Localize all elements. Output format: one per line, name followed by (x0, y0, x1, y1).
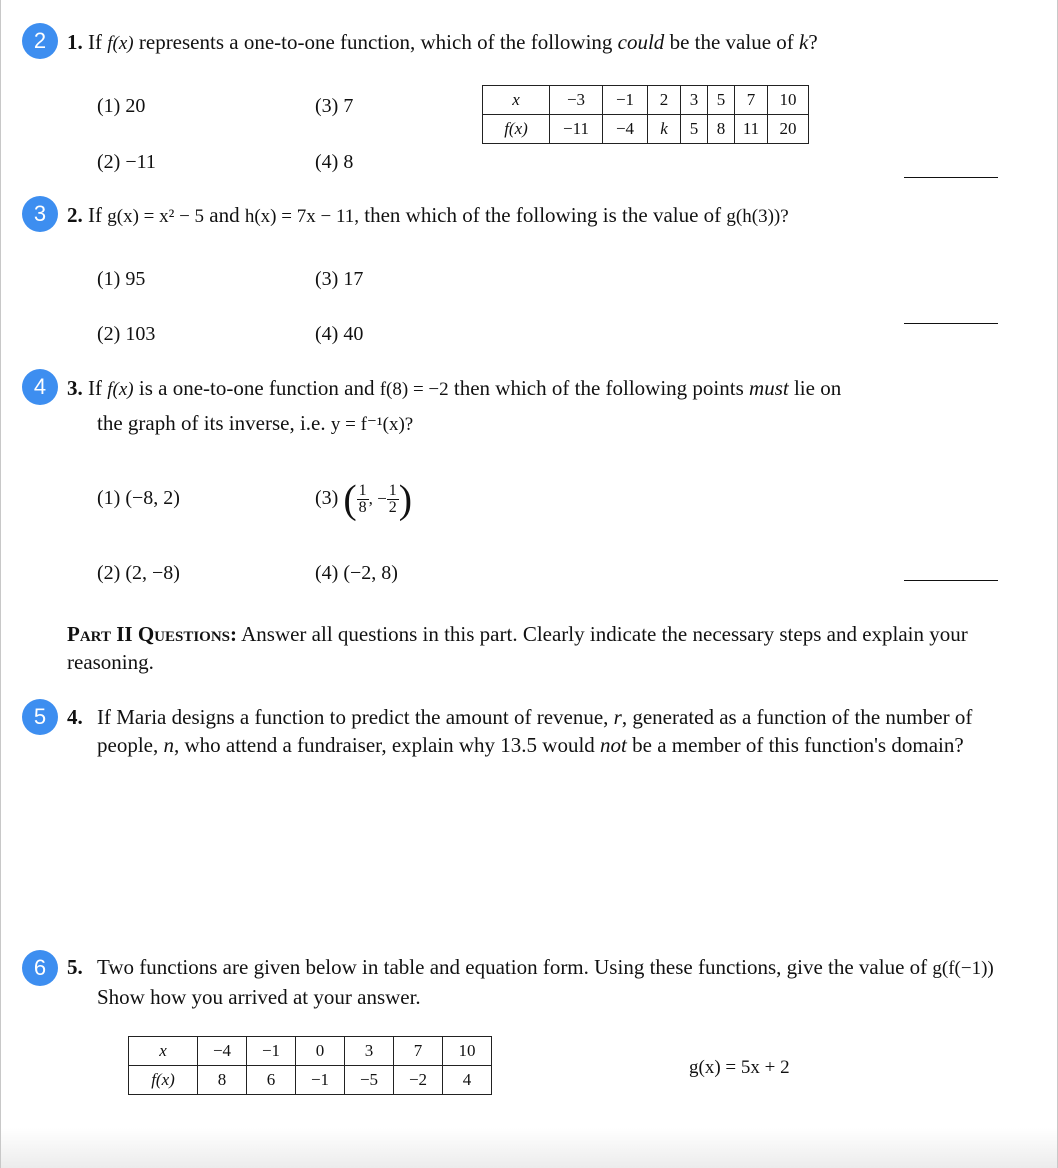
table-cell: −11 (550, 115, 603, 144)
prompt-text: If (88, 203, 108, 227)
prompt-text: be the value of (664, 30, 800, 54)
table-cell: f(x) (483, 115, 550, 144)
table-cell: f(x) (129, 1066, 198, 1095)
question-badge[interactable]: 3 (22, 196, 58, 232)
table-row-x (129, 1037, 492, 1066)
question-3-prompt-line2 (97, 409, 413, 439)
choice-2[interactable]: (2) (2, −8) (97, 562, 180, 584)
variable: k (799, 30, 809, 54)
choice-4[interactable]: (4) 8 (315, 151, 354, 173)
question-number: 1. (67, 30, 83, 54)
prompt-text: , generated as a function of the number of people, (97, 705, 973, 757)
table-cell: −1 (247, 1037, 296, 1066)
answer-blank[interactable] (904, 323, 998, 324)
table-cell: 10 (768, 86, 809, 115)
table-cell: 10 (443, 1037, 492, 1066)
emphasis-text: could (617, 30, 665, 54)
table-cell: 6 (247, 1066, 296, 1095)
page-bottom-shadow (1, 1128, 1057, 1168)
table-cell: 5 (681, 115, 708, 144)
choice-3[interactable]: (3) 17 (315, 268, 364, 290)
table-cell: −5 (345, 1066, 394, 1095)
part-heading: Part II Questions: (67, 622, 238, 646)
question-badge[interactable]: 5 (22, 699, 58, 735)
prompt-text: be a member of this function's domain? (626, 733, 964, 757)
choice-1[interactable]: (1) 95 (97, 268, 146, 290)
question-number: 2. (67, 203, 83, 227)
table-cell: 11 (735, 115, 768, 144)
table-cell: 2 (648, 86, 681, 115)
question-4-prompt (97, 703, 1002, 759)
choice-1[interactable]: (1) (−8, 2) (97, 487, 180, 509)
choice-3[interactable]: (3) 7 (315, 95, 354, 117)
function-table-q5 (128, 1036, 492, 1095)
emphasis-text: not (600, 733, 627, 757)
equation-g: g(x) = x² − 5 (107, 206, 205, 227)
table-row-fx (483, 115, 809, 144)
prompt-text: If Maria designs a function to predict the amount of revenue, (97, 705, 614, 729)
question-number: 4. (67, 705, 83, 729)
prompt-text: then which of the following points (448, 376, 750, 400)
prompt-text: Show how you arrived at your answer. (97, 985, 421, 1009)
table-cell: 8 (198, 1066, 247, 1095)
question-badge[interactable]: 6 (22, 950, 58, 986)
question-number: 5. (67, 955, 83, 979)
table-cell: 5 (708, 86, 735, 115)
table-cell: −1 (296, 1066, 345, 1095)
question-badge[interactable]: 4 (22, 369, 58, 405)
answer-blank[interactable] (904, 580, 998, 581)
prompt-text: ? (808, 30, 818, 54)
prompt-text: , who attend a fundraiser, explain why 13.5 would (173, 733, 601, 757)
table-cell: −1 (603, 86, 648, 115)
question-number: 3. (67, 376, 83, 400)
table-cell: −4 (603, 115, 648, 144)
paren-open: ( (343, 476, 357, 522)
question-badge[interactable]: 2 (22, 23, 58, 59)
instructions-text: Answer all questions in this part. Clearly indicate the necessary steps and explain your reasoning. (67, 622, 968, 674)
fraction: $\frac{1}{8}$ (358, 481, 367, 516)
equation-h: h(x) = 7x − 11, (244, 206, 359, 227)
prompt-text: then which of the following is the value of (359, 203, 727, 227)
table-cell: 8 (708, 115, 735, 144)
table-cell: 7 (394, 1037, 443, 1066)
table-cell: 3 (681, 86, 708, 115)
prompt-text: is a one-to-one function and (133, 376, 380, 400)
emphasis-text: must (749, 376, 789, 400)
table-cell: 3 (345, 1037, 394, 1066)
table-cell: k (648, 115, 681, 144)
equation-g: g(x) = 5x + 2 (689, 1057, 790, 1078)
given-value: f(8) = −2 (379, 379, 449, 400)
table-cell: x (483, 86, 550, 115)
prompt-text: If (88, 30, 108, 54)
choice-2[interactable]: (2) 103 (97, 323, 156, 345)
table-cell: −4 (198, 1037, 247, 1066)
table-cell: 7 (735, 86, 768, 115)
table-row-x (483, 86, 809, 115)
table-cell: 0 (296, 1037, 345, 1066)
function-notation: f(x) (107, 33, 134, 54)
question-2-prompt (67, 201, 789, 231)
choice-3[interactable] (315, 470, 412, 526)
question-3-prompt-line1 (67, 374, 841, 404)
composite-expression: g(h(3))? (726, 206, 789, 227)
prompt-text: represents a one-to-one function, which of the following (133, 30, 618, 54)
choice-1[interactable]: (1) 20 (97, 95, 146, 117)
prompt-text: the graph of its inverse, i.e. (97, 411, 331, 435)
question-1-prompt (67, 28, 818, 58)
function-table-q1 (482, 85, 809, 144)
table-row-fx (129, 1066, 492, 1095)
prompt-text: Two functions are given below in table and equation form. Using these functions, give the value of (97, 955, 933, 979)
function-notation: f(x) (107, 379, 134, 400)
variable: r (613, 705, 622, 729)
inverse-notation: y = f⁻¹(x)? (330, 414, 414, 435)
variable: n (163, 733, 174, 757)
composite-expression: g(f(−1)) (932, 958, 994, 979)
prompt-text: and (204, 203, 245, 227)
question-5-prompt (97, 953, 1002, 1011)
prompt-text: If (88, 376, 108, 400)
answer-blank[interactable] (904, 177, 998, 178)
fraction: $\frac{1}{2}$ (388, 481, 397, 516)
table-cell: 4 (443, 1066, 492, 1095)
table-cell: −2 (394, 1066, 443, 1095)
choice-label: (3) (315, 487, 339, 509)
choice-4[interactable]: (4) (−2, 8) (315, 562, 398, 584)
prompt-text: lie on (788, 376, 842, 400)
table-cell: x (129, 1037, 198, 1066)
choice-2[interactable]: (2) −11 (97, 151, 156, 173)
choice-4[interactable]: (4) 40 (315, 323, 364, 345)
separator: , − (368, 489, 387, 508)
table-cell: 20 (768, 115, 809, 144)
table-cell: −3 (550, 86, 603, 115)
part-2-instructions (67, 620, 1007, 676)
paren-close: ) (398, 476, 413, 522)
